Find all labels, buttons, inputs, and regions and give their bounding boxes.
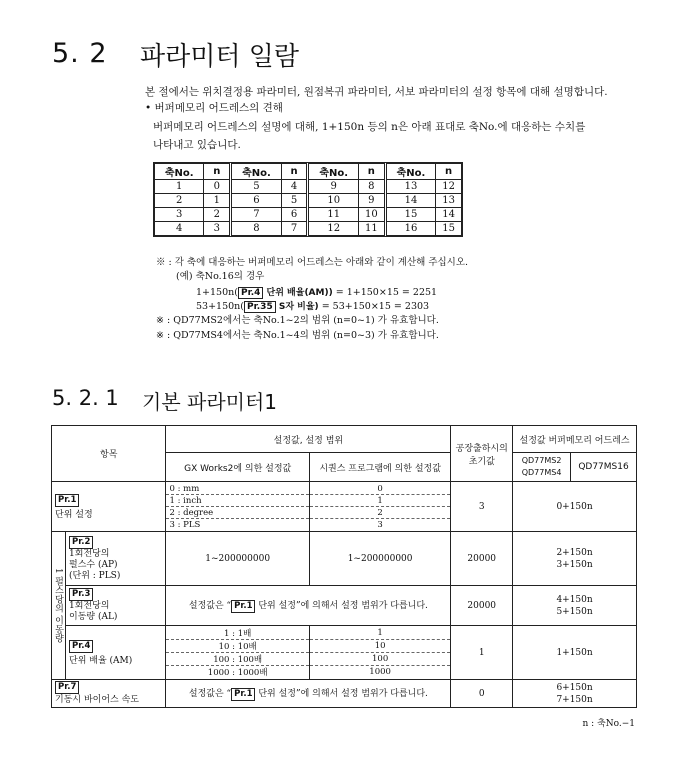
list-item: 1000 : 1000배 — [207, 668, 268, 678]
group-label: 1 펄스당의 이동량 — [52, 532, 66, 680]
note-3: ※ : QD77MS2에서는 축No.1~2의 범위 (n=0~1) 가 유효합니다. — [156, 315, 439, 326]
cell: 0 — [204, 180, 231, 194]
pr4-seq-cell — [309, 626, 450, 680]
axis-table-header — [155, 164, 462, 180]
pr3-text-pre: 설정값은 “ — [188, 601, 232, 611]
pr35-tag: Pr.35 — [244, 301, 276, 313]
header-default: 공장출하시의 초기값 — [451, 426, 513, 482]
bullet-text-1: 버퍼메모리 어드레스의 설명에 대해, 1+150n 등의 n은 아래 표대로 축No.에 대응하는 수치를 — [153, 121, 586, 133]
header-setting: 설정값, 설정 범위 — [166, 426, 451, 453]
pr7-item — [52, 680, 166, 708]
pr2-address — [513, 532, 637, 586]
cell: 6 — [231, 194, 281, 208]
bullet-title: • 버퍼메모리 어드레스의 견해 — [145, 102, 283, 114]
pr2-gx: 1~200000000 — [166, 532, 309, 586]
n-header: n — [281, 164, 308, 180]
bullet-text-2: 나타내고 있습니다. — [153, 139, 241, 151]
intro-text: 본 절에서는 위치결정용 파라미터, 원점복귀 파라미터, 서보 파라미터의 설정 항목에 대해 설명합니다. — [145, 86, 608, 98]
pr1-seq-list — [310, 483, 450, 530]
pr4-gx-list — [166, 627, 308, 678]
subsection-title: 기본 파라미터1 — [142, 390, 278, 414]
pr3-tag: Pr.3 — [69, 588, 93, 601]
section-number: 5. 2 — [52, 38, 108, 69]
table-row — [155, 222, 462, 236]
pr7-default: 0 — [451, 680, 513, 708]
pr2-tag: Pr.2 — [69, 536, 93, 549]
list-item: 1000 — [369, 667, 391, 677]
pr7-tag: Pr.7 — [55, 681, 79, 694]
list-item: 10 : 10배 — [166, 640, 308, 653]
pr4-gx-cell — [166, 626, 309, 680]
cell: 15 — [436, 222, 462, 236]
axis-table — [154, 163, 462, 236]
n-header: n — [358, 164, 385, 180]
note-4: ※ : QD77MS4에서는 축No.1~4의 범위 (n=0~3) 가 유효합니다. — [156, 330, 439, 341]
pr2-default: 20000 — [451, 532, 513, 586]
pr1-gx-list — [166, 483, 308, 530]
axis-header: 축No. — [385, 164, 435, 180]
list-item: 0 — [310, 483, 450, 495]
list-item: 2 : degree — [166, 507, 308, 519]
pr1-ref-tag: Pr.1 — [231, 600, 255, 613]
pr1-ref-tag: Pr.1 — [231, 688, 255, 701]
pr3-name1: 1회전당의 — [69, 601, 110, 611]
table-row-pr1 — [52, 482, 637, 532]
list-item: 1 : 1배 — [166, 627, 308, 640]
cell: 4 — [155, 222, 204, 236]
list-item: 2 — [310, 507, 450, 519]
cell: 3 — [204, 222, 231, 236]
footnote: n : 축No.−1 — [582, 719, 635, 729]
list-item: 1 : inch — [166, 495, 308, 507]
pr1-gx-cell — [166, 482, 309, 532]
cell: 10 — [308, 194, 358, 208]
calc2-mid: S자 비율) — [275, 302, 319, 312]
cell: 5 — [281, 194, 308, 208]
axis-header: 축No. — [231, 164, 281, 180]
header-buffer: 설정값 버퍼메모리 어드레스 — [513, 426, 637, 453]
pr3-text-post: 단위 설정”에 의해서 설정 범위가 다릅니다. — [255, 601, 428, 611]
header-seq: 시퀀스 프로그램에 의한 설정값 — [309, 453, 450, 482]
cell: 10 — [358, 208, 385, 222]
pr2-addr1: 2+150n — [556, 547, 593, 558]
table-header-row — [52, 426, 637, 453]
pr3-addr1: 4+150n — [556, 594, 593, 605]
pr2-item — [66, 532, 166, 586]
table-row-pr4 — [52, 626, 637, 680]
cell: 11 — [358, 222, 385, 236]
pr7-address — [513, 680, 637, 708]
cell: 15 — [385, 208, 435, 222]
pr3-item — [66, 586, 166, 626]
list-item: 10 — [310, 640, 450, 653]
section-title: 파라미터 일람 — [140, 42, 299, 72]
cell: 14 — [436, 208, 462, 222]
header-item: 항목 — [52, 426, 166, 482]
cell: 8 — [231, 222, 281, 236]
table-row — [155, 208, 462, 222]
calc2-pre: 53+150n( — [196, 301, 245, 312]
note-1: ※ : 각 축에 대응하는 버퍼메모리 어드레스는 아래와 같이 계산해 주십시오. — [156, 257, 469, 268]
cell: 16 — [385, 222, 435, 236]
cell: 12 — [308, 222, 358, 236]
pr3-setting — [166, 586, 451, 626]
pr3-address — [513, 586, 637, 626]
cell: 7 — [231, 208, 281, 222]
calc1-mid: 단위 배율(AM)) — [263, 288, 333, 298]
cell: 4 — [281, 180, 308, 194]
header-ms16: QD77MS16 — [571, 453, 637, 482]
list-item: 3 — [377, 519, 383, 530]
cell: 6 — [281, 208, 308, 222]
header-gx: GX Works2에 의한 설정값 — [166, 453, 309, 482]
pr1-address: 0+150n — [513, 482, 637, 532]
cell: 9 — [358, 194, 385, 208]
pr4-default: 1 — [451, 626, 513, 680]
cell: 7 — [281, 222, 308, 236]
pr7-text-post: 단위 설정”에 의해서 설정 범위가 다릅니다. — [255, 689, 428, 699]
table-row-pr3 — [52, 586, 637, 626]
table-row-pr2 — [52, 532, 637, 586]
cell: 2 — [155, 194, 204, 208]
pr1-tag: Pr.1 — [55, 494, 79, 507]
cell: 5 — [231, 180, 281, 194]
header-ms2-ms4 — [513, 453, 571, 482]
pr4-tag: Pr.4 — [69, 640, 93, 653]
list-item: 3 : PLS — [169, 519, 201, 530]
cell: 8 — [358, 180, 385, 194]
calc1-post: = 1+150×15 = 2251 — [332, 287, 438, 298]
cell: 1 — [204, 194, 231, 208]
pr1-item — [52, 482, 166, 532]
cell: 9 — [308, 180, 358, 194]
pr2-name2: 펄스수 (AP) — [69, 559, 118, 570]
note-example: (예) 축No.16의 경우 — [176, 271, 265, 282]
header-ms4: QD77MS4 — [521, 468, 562, 477]
subsection-number: 5. 2. 1 — [52, 386, 119, 410]
list-item: 100 : 100배 — [166, 653, 308, 666]
cell: 3 — [155, 208, 204, 222]
pr3-name2: 이동량 (AL) — [69, 612, 118, 622]
pr1-name: 단위 설정 — [55, 509, 93, 520]
list-item: 100 — [310, 653, 450, 666]
pr4-seq-list — [310, 627, 450, 678]
cell: 14 — [385, 194, 435, 208]
pr2-seq: 1~200000000 — [309, 532, 450, 586]
cell: 11 — [308, 208, 358, 222]
n-header: n — [436, 164, 462, 180]
axis-header: 축No. — [155, 164, 204, 180]
parameter-table — [51, 425, 637, 708]
pr7-name: 기동시 바이어스 속도 — [55, 695, 139, 705]
pr4-address: 1+150n — [513, 626, 637, 680]
pr3-addr2: 5+150n — [556, 606, 593, 617]
pr4-item — [66, 626, 166, 680]
pr7-addr2: 7+150n — [556, 694, 593, 705]
pr7-setting — [166, 680, 451, 708]
pr3-default: 20000 — [451, 586, 513, 626]
cell: 1 — [155, 180, 204, 194]
calc2-post: = 53+150×15 = 2303 — [318, 301, 430, 312]
n-header: n — [204, 164, 231, 180]
axis-header: 축No. — [308, 164, 358, 180]
header-ms2: QD77MS2 — [521, 456, 562, 465]
cell: 12 — [436, 180, 462, 194]
table-row-pr7 — [52, 680, 637, 708]
table-row — [155, 180, 462, 194]
calc1-pre: 1+150n( — [196, 287, 238, 298]
pr7-addr1: 6+150n — [556, 682, 593, 693]
list-item: 0 : mm — [166, 483, 308, 495]
cell: 13 — [436, 194, 462, 208]
list-item: 1 — [310, 627, 450, 640]
pr2-name1: 1회전당의 — [69, 548, 110, 559]
pr7-text-pre: 설정값은 “ — [188, 689, 232, 699]
cell: 2 — [204, 208, 231, 222]
list-item: 1 — [310, 495, 450, 507]
table-row — [155, 194, 462, 208]
pr1-default: 3 — [451, 482, 513, 532]
pr1-seq-cell — [309, 482, 450, 532]
pr4-tag: Pr.4 — [238, 287, 263, 299]
pr2-name3: (단위 : PLS) — [69, 570, 121, 581]
cell: 13 — [385, 180, 435, 194]
pr4-name: 단위 배율 (AM) — [69, 655, 133, 666]
pr2-addr2: 3+150n — [556, 559, 593, 570]
